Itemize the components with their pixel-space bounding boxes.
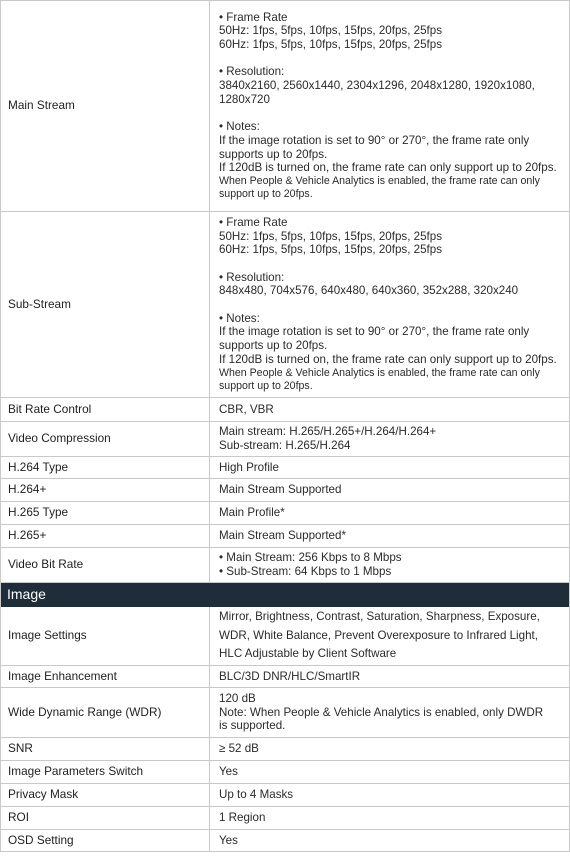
wdr-value: 120 dB [219, 691, 256, 705]
spec-label-image-parameters-switch: Image Parameters Switch [1, 761, 210, 784]
spec-row-video-compression [1, 422, 569, 457]
spec-label-image-enhancement: Image Enhancement [1, 666, 210, 688]
spec-value-snr: ≥ 52 dB [210, 738, 570, 761]
frame-rate-heading: • Frame Rate [219, 215, 288, 229]
spec-label-osd-setting: OSD Setting [1, 830, 210, 852]
resolution-heading: • Resolution: [219, 65, 285, 79]
spec-row-h264-plus [1, 479, 569, 502]
image-settings-list: Mirror, Brightness, Contrast, Saturation, Sharpness, Exposure, WDR, White Balance, Prevent Overexposure to Infrared Light, HLC Adjustable by Client Software [219, 610, 540, 661]
spec-value-bit-rate-control: CBR, VBR [210, 398, 570, 422]
spec-value-video-bit-rate [210, 548, 570, 583]
note-120db: If 120dB is turned on, the frame rate can only support up to 20fps. [219, 352, 557, 366]
notes-heading: • Notes: [219, 311, 260, 325]
spec-label-wdr: Wide Dynamic Range (WDR) [1, 688, 210, 738]
bit-rate-sub: • Sub-Stream: 64 Kbps to 1 Mbps [219, 565, 392, 578]
spec-value-privacy-mask: Up to 4 Masks [210, 784, 570, 807]
frame-rate-60hz: 60Hz: 1fps, 5fps, 10fps, 15fps, 20fps, 25fps [219, 37, 442, 51]
spec-value-sub-stream [210, 212, 570, 398]
spec-value-main-stream [210, 1, 570, 212]
spec-label-bit-rate-control: Bit Rate Control [1, 398, 210, 422]
spec-label-sub-stream: Sub-Stream [1, 212, 210, 398]
spec-row-bit-rate-control [1, 398, 569, 422]
spec-row-privacy-mask [1, 784, 569, 807]
spec-value-image-parameters-switch: Yes [210, 761, 570, 784]
note-analytics: When People & Vehicle Analytics is enabled, the frame rate can only support up to 20fps. [219, 366, 540, 392]
frame-rate-50hz: 50Hz: 1fps, 5fps, 10fps, 15fps, 20fps, 25fps [219, 24, 442, 38]
spec-value-h264-type: High Profile [210, 457, 570, 479]
spec-row-image-enhancement [1, 666, 569, 688]
compression-main: Main stream: H.265/H.265+/H.264/H.264+ [219, 425, 437, 439]
frame-rate-heading: • Frame Rate [219, 10, 288, 24]
spec-row-video-bit-rate [1, 548, 569, 583]
note-analytics: When People & Vehicle Analytics is enabled, the frame rate can only support up to 20fps. [219, 174, 540, 201]
spec-label-video-compression: Video Compression [1, 422, 210, 457]
compression-sub: Sub-stream: H.265/H.264 [219, 439, 351, 452]
spec-value-osd-setting: Yes [210, 830, 570, 852]
spec-row-sub-stream [1, 212, 569, 398]
spec-label-main-stream: Main Stream [1, 1, 210, 212]
wdr-note: Note: When People & Vehicle Analytics is enabled, only DWDR is supported. [219, 705, 544, 733]
spec-value-h265-type: Main Profile* [210, 502, 570, 525]
spec-label-privacy-mask: Privacy Mask [1, 784, 210, 807]
frame-rate-50hz: 50Hz: 1fps, 5fps, 10fps, 15fps, 20fps, 25fps [219, 229, 442, 243]
bit-rate-main: • Main Stream: 256 Kbps to 8 Mbps [219, 551, 402, 565]
spec-row-image-parameters-switch [1, 761, 569, 784]
resolution-heading: • Resolution: [219, 270, 285, 284]
spec-label-h264-type: H.264 Type [1, 457, 210, 479]
note-rotation: If the image rotation is set to 90° or 270°, the frame rate only supports up to 20fps. [219, 325, 530, 353]
spec-row-osd-setting [1, 830, 569, 852]
section-title-image: Image [1, 583, 569, 607]
spec-value-h265-plus: Main Stream Supported* [210, 525, 570, 548]
spec-row-h264-type [1, 457, 569, 479]
spec-value-image-enhancement: BLC/3D DNR/HLC/SmartIR [210, 666, 570, 688]
spec-label-snr: SNR [1, 738, 210, 761]
note-120db: If 120dB is turned on, the frame rate can only support up to 20fps. [219, 161, 557, 175]
spec-label-roi: ROI [1, 807, 210, 830]
section-header-image [1, 583, 569, 607]
frame-rate-60hz: 60Hz: 1fps, 5fps, 10fps, 15fps, 20fps, 25fps [219, 243, 442, 257]
spec-row-h265-plus [1, 525, 569, 548]
spec-label-h264-plus: H.264+ [1, 479, 210, 502]
note-rotation: If the image rotation is set to 90° or 270°, the frame rate only supports up to 20fps. [219, 133, 530, 161]
spec-row-roi [1, 807, 569, 830]
resolution-values: 3840x2160, 2560x1440, 2304x1296, 2048x1280, 1920x1080, 1280x720 [219, 79, 535, 106]
spec-table [1, 0, 569, 852]
notes-heading: • Notes: [219, 120, 260, 134]
resolution-values: 848x480, 704x576, 640x480, 640x360, 352x288, 320x240 [219, 284, 519, 298]
spec-label-video-bit-rate: Video Bit Rate [1, 548, 210, 583]
spec-row-h265-type [1, 502, 569, 525]
spec-row-image-settings [1, 607, 569, 666]
spec-value-h264-plus: Main Stream Supported [210, 479, 570, 502]
spec-row-snr [1, 738, 569, 761]
spec-label-h265-plus: H.265+ [1, 525, 210, 548]
spec-row-wdr [1, 688, 569, 738]
spec-value-roi: 1 Region [210, 807, 570, 830]
spec-value-image-settings [210, 607, 570, 666]
spec-label-h265-type: H.265 Type [1, 502, 210, 525]
spec-row-main-stream [1, 1, 569, 212]
spec-label-image-settings: Image Settings [1, 607, 210, 666]
spec-value-video-compression [210, 422, 570, 457]
spec-value-wdr [210, 688, 570, 738]
